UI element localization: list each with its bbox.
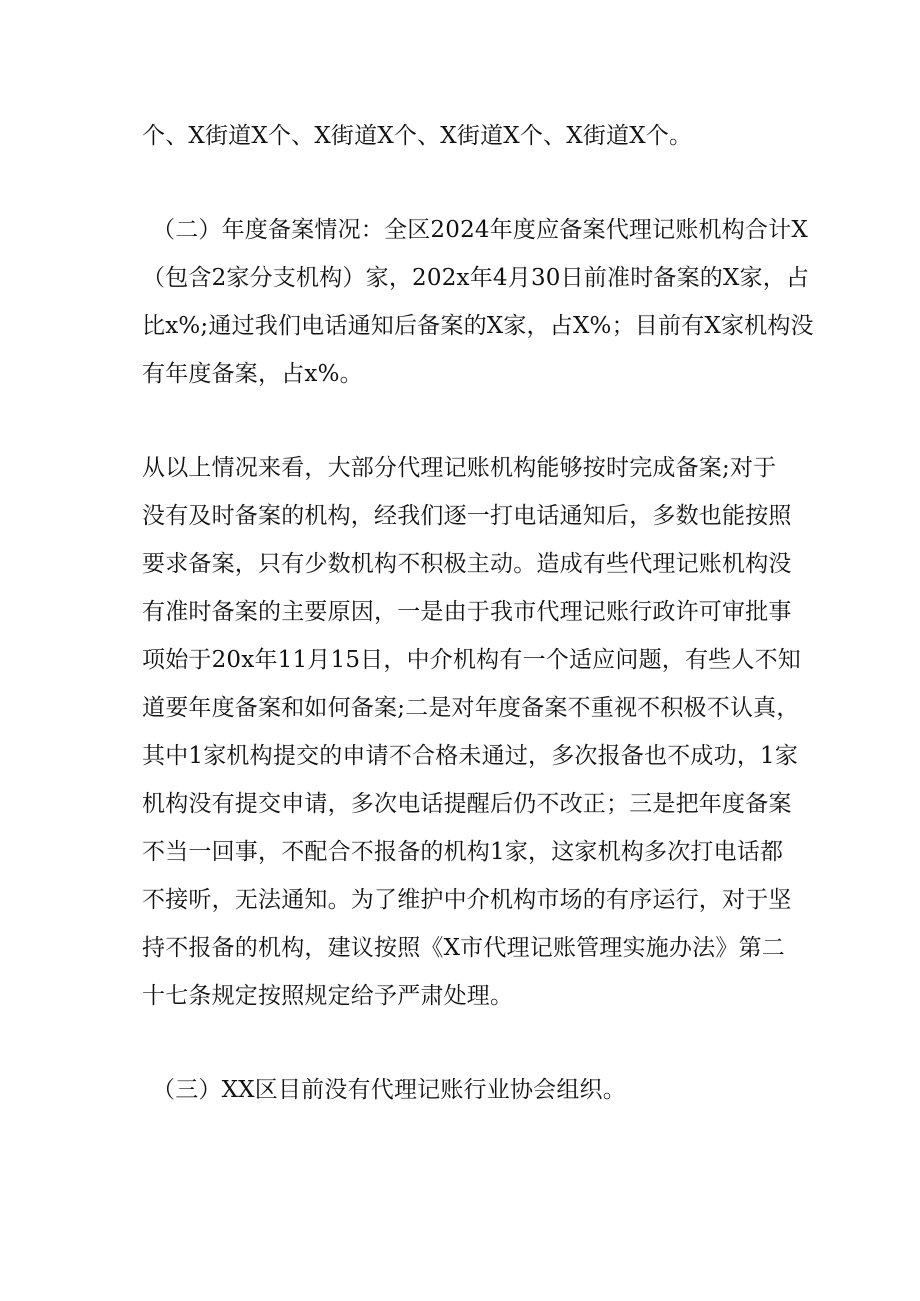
paragraph-line: 不接听，无法通知。为了维护中介机构市场的有序运行，对于坚 (142, 887, 792, 913)
paragraph-line: （二）年度备案情况：全区2024年度应备案代理记账机构合计X (152, 217, 808, 243)
paragraph-line: 项始于20x年11月15日，中介机构有一个适应问题，有些人不知 (142, 647, 801, 673)
paragraph-line: 道要年度备案和如何备案;二是对年度备案不重视不积极不认真， (142, 695, 800, 721)
paragraph-line: 有年度备案，占x%。 (142, 361, 363, 387)
paragraph-line: 从以上情况来看，大部分代理记账机构能够按时完成备案;对于 (142, 455, 777, 481)
paragraph-line: 比x%;通过我们电话通知后备案的X家，占X%；目前有X家机构没 (142, 313, 814, 339)
paragraph-line: 不当一回事，不配合不报备的机构1家，这家机构多次打电话都 (142, 839, 784, 865)
paragraph-line: 机构没有提交申请，多次电话提醒后仍不改正；三是把年度备案 (142, 791, 792, 817)
paragraph-line: （包含2家分支机构）家，202x年4月30日前准时备案的X家，占 (142, 265, 810, 291)
paragraph-line: 其中1家机构提交的申请不合格未通过，多次报备也不成功，1家 (142, 743, 799, 769)
paragraph-line: 个、X街道X个、X街道X个、X街道X个、X街道X个。 (142, 123, 693, 149)
paragraph-line: 持不报备的机构，建议按照《X市代理记账管理实施办法》第二 (142, 935, 785, 961)
paragraph-line: 没有及时备案的机构，经我们逐一打电话通知后，多数也能按照 (142, 503, 792, 529)
paragraph-line: 有准时备案的主要原因，一是由于我市代理记账行政许可审批事 (142, 599, 792, 625)
paragraph-line: 要求备案，只有少数机构不积极主动。造成有些代理记账机构没 (142, 551, 792, 577)
paragraph-line: 十七条规定按照规定给予严肃处理。 (142, 983, 514, 1009)
paragraph-line: （三）XX区目前没有代理记账行业协会组织。 (152, 1077, 626, 1103)
